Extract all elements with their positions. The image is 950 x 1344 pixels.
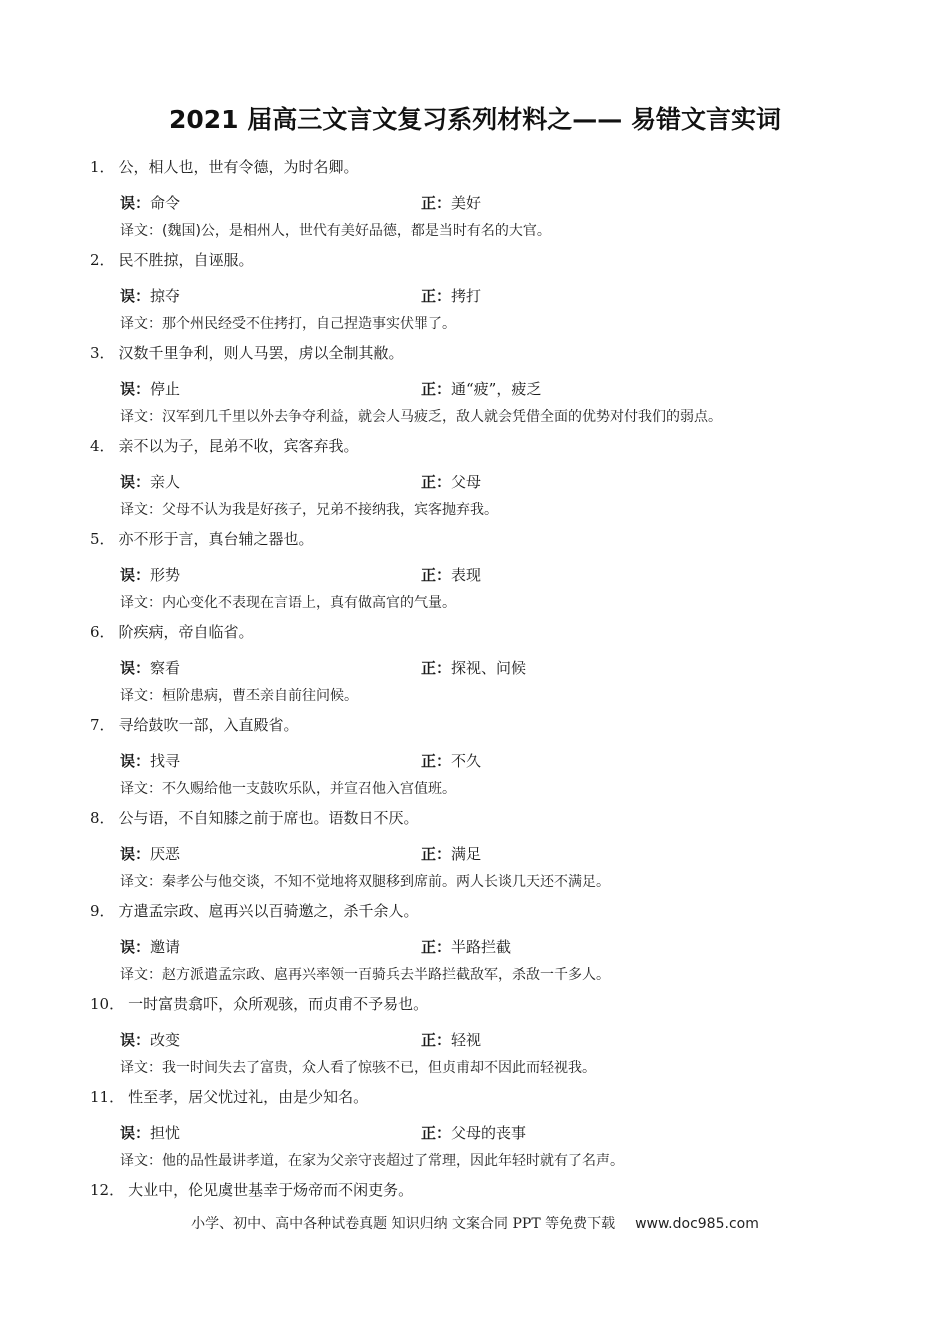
wrong-label: 误： xyxy=(120,659,151,677)
entry xyxy=(0,153,950,246)
wrong-meaning-text: 邀请 xyxy=(150,938,181,956)
entry xyxy=(0,990,950,1083)
right-meaning xyxy=(421,468,481,496)
wrong-label: 误： xyxy=(120,938,151,956)
right-label: 正： xyxy=(421,380,452,398)
right-meaning xyxy=(421,1026,481,1054)
wrong-label: 误： xyxy=(120,752,151,770)
entry xyxy=(0,897,950,990)
wrong-label: 误： xyxy=(120,1124,151,1142)
translation-label: 译文： xyxy=(120,1153,162,1169)
wrong-meaning-text: 担忧 xyxy=(150,1124,181,1142)
entry-number: 3． xyxy=(90,344,115,362)
translation-text: (魏国)公，是相州人，世代有美好品德，都是当时有名的大官。 xyxy=(162,223,551,239)
wrong-meaning-text: 找寻 xyxy=(150,752,181,770)
entry xyxy=(0,711,950,804)
wrong-meaning-text: 停止 xyxy=(150,380,181,398)
translation-text: 赵方派遣孟宗政、扈再兴率领一百骑兵去半路拦截敌军，杀敌一千多人。 xyxy=(162,967,610,983)
right-label: 正： xyxy=(421,287,452,305)
entry xyxy=(0,1176,950,1206)
entry-sentence-text: 民不胜掠，自诬服。 xyxy=(118,251,254,269)
entry-sentence xyxy=(90,618,254,646)
wrong-meaning xyxy=(120,933,180,961)
translation xyxy=(120,776,456,802)
right-meaning xyxy=(421,1119,526,1147)
wrong-meaning xyxy=(120,189,180,217)
wrong-meaning xyxy=(120,375,180,403)
right-meaning-text: 表现 xyxy=(451,566,482,584)
translation-text: 桓阶患病，曹丕亲自前往问候。 xyxy=(162,688,358,704)
translation xyxy=(120,218,551,244)
wrong-label: 误： xyxy=(120,845,151,863)
entry-sentence-text: 大业中，伦见虞世基幸于炀帝而不闲吏务。 xyxy=(128,1181,414,1199)
right-label: 正： xyxy=(421,845,452,863)
entry-sentence xyxy=(90,897,419,925)
entry xyxy=(0,432,950,525)
translation-text: 那个州民经受不住拷打，自己捏造事实伏罪了。 xyxy=(162,316,456,332)
footer-site-link[interactable]: www.doc985.com xyxy=(635,1216,759,1232)
wrong-label: 误： xyxy=(120,566,151,584)
translation-label: 译文： xyxy=(120,1060,162,1076)
entry-sentence xyxy=(90,525,314,553)
translation xyxy=(120,311,456,337)
translation-label: 译文： xyxy=(120,967,162,983)
right-meaning-text: 不久 xyxy=(451,752,482,770)
translation-text: 内心变化不表现在言语上，真有做高官的气量。 xyxy=(162,595,456,611)
right-label: 正： xyxy=(421,566,452,584)
entry-sentence xyxy=(90,804,419,832)
right-meaning-text: 满足 xyxy=(451,845,482,863)
wrong-meaning-text: 掠夺 xyxy=(150,287,181,305)
entry-number: 10． xyxy=(90,995,125,1013)
right-meaning-text: 父母 xyxy=(451,473,482,491)
wrong-meaning-text: 厌恶 xyxy=(150,845,181,863)
entry-number: 2． xyxy=(90,251,115,269)
right-label: 正： xyxy=(421,659,452,677)
entry-sentence-text: 性至孝，居父忧过礼，由是少知名。 xyxy=(128,1088,369,1106)
translation-label: 译文： xyxy=(120,223,162,239)
translation-text: 不久赐给他一支鼓吹乐队，并宣召他入宫值班。 xyxy=(162,781,456,797)
wrong-label: 误： xyxy=(120,1031,151,1049)
entry-sentence-text: 一时富贵翕吓，众所观骇，而贞甫不予易也。 xyxy=(128,995,429,1013)
right-meaning-text: 轻视 xyxy=(451,1031,482,1049)
right-label: 正： xyxy=(421,194,452,212)
right-meaning-text: 拷打 xyxy=(451,287,482,305)
right-meaning xyxy=(421,747,481,775)
entry-sentence xyxy=(90,246,254,274)
translation-label: 译文： xyxy=(120,688,162,704)
entry-number: 9． xyxy=(90,902,115,920)
entry-list xyxy=(0,153,950,1206)
right-label: 正： xyxy=(421,938,452,956)
right-meaning-text: 通“疲”，疲乏 xyxy=(451,380,542,398)
page-footer xyxy=(0,1213,950,1233)
entry-sentence-text: 阶疾病，帝自临省。 xyxy=(118,623,254,641)
wrong-meaning xyxy=(120,747,180,775)
translation-label: 译文： xyxy=(120,316,162,332)
entry-sentence xyxy=(90,339,404,367)
translation xyxy=(120,590,456,616)
wrong-meaning xyxy=(120,654,180,682)
entry xyxy=(0,339,950,432)
translation xyxy=(120,497,498,523)
translation xyxy=(120,1055,596,1081)
right-meaning-text: 探视、问候 xyxy=(451,659,527,677)
translation-label: 译文： xyxy=(120,874,162,890)
right-label: 正： xyxy=(421,1031,452,1049)
translation-text: 他的品性最讲孝道，在家为父亲守丧超过了常理，因此年轻时就有了名声。 xyxy=(162,1153,624,1169)
wrong-meaning xyxy=(120,1026,180,1054)
entry-number: 6． xyxy=(90,623,115,641)
footer-text: 小学、初中、高中各种试卷真题 知识归纳 文案合同 PPT 等免费下载 xyxy=(191,1216,616,1232)
entry-sentence xyxy=(90,990,428,1018)
translation xyxy=(120,962,610,988)
wrong-meaning-text: 亲人 xyxy=(150,473,181,491)
entry-sentence-text: 寻给鼓吹一部，入直殿省。 xyxy=(118,716,299,734)
entry-sentence xyxy=(90,711,299,739)
entry xyxy=(0,1083,950,1176)
right-label: 正： xyxy=(421,752,452,770)
entry-sentence-text: 方遣孟宗政、扈再兴以百骑邀之，杀千余人。 xyxy=(118,902,419,920)
wrong-meaning-text: 察看 xyxy=(150,659,181,677)
entry-number: 7． xyxy=(90,716,115,734)
wrong-meaning xyxy=(120,1119,180,1147)
entry-sentence-text: 汉数千里争利，则人马罢，虏以全制其敝。 xyxy=(118,344,404,362)
wrong-meaning xyxy=(120,840,180,868)
right-meaning xyxy=(421,933,511,961)
wrong-meaning xyxy=(120,282,180,310)
page-title: 2021 届高三文言文复习系列材料之—— 易错文言实词 xyxy=(169,105,781,134)
right-meaning xyxy=(421,840,481,868)
translation-text: 秦孝公与他交谈，不知不觉地将双腿移到席前。两人长谈几天还不满足。 xyxy=(162,874,610,890)
entry-sentence xyxy=(90,1176,413,1204)
translation xyxy=(120,1148,624,1174)
entry xyxy=(0,246,950,339)
right-meaning xyxy=(421,561,481,589)
entry-number: 4． xyxy=(90,437,115,455)
translation-text: 我一时间失去了富贵，众人看了惊骇不已，但贞甫却不因此而轻视我。 xyxy=(162,1060,596,1076)
entry-sentence-text: 公，相人也，世有令德，为时名卿。 xyxy=(118,158,359,176)
translation-label: 译文： xyxy=(120,781,162,797)
entry-number: 12． xyxy=(90,1181,125,1199)
entry xyxy=(0,618,950,711)
wrong-label: 误： xyxy=(120,194,151,212)
translation-text: 汉军到几千里以外去争夺利益，就会人马疲乏，敌人就会凭借全面的优势对付我们的弱点。 xyxy=(162,409,722,425)
right-meaning xyxy=(421,375,541,403)
translation-label: 译文： xyxy=(120,595,162,611)
entry-number: 8． xyxy=(90,809,115,827)
entry-number: 1． xyxy=(90,158,115,176)
right-meaning xyxy=(421,189,481,217)
wrong-meaning xyxy=(120,468,180,496)
entry-sentence-text: 亲不以为子，昆弟不收，宾客弃我。 xyxy=(118,437,359,455)
right-meaning xyxy=(421,282,481,310)
right-meaning-text: 半路拦截 xyxy=(451,938,512,956)
entry-sentence xyxy=(90,153,359,181)
wrong-meaning-text: 命令 xyxy=(150,194,181,212)
entry-number: 5． xyxy=(90,530,115,548)
entry-sentence xyxy=(90,1083,368,1111)
right-meaning xyxy=(421,654,526,682)
entry xyxy=(0,804,950,897)
translation xyxy=(120,404,722,430)
wrong-meaning xyxy=(120,561,180,589)
wrong-label: 误： xyxy=(120,287,151,305)
right-meaning-text: 父母的丧事 xyxy=(451,1124,527,1142)
translation-text: 父母不认为我是好孩子，兄弟不接纳我，宾客抛弃我。 xyxy=(162,502,498,518)
entry-sentence-text: 公与语，不自知膝之前于席也。语数日不厌。 xyxy=(118,809,419,827)
entry-sentence xyxy=(90,432,359,460)
entry-sentence-text: 亦不形于言，真台辅之器也。 xyxy=(118,530,314,548)
wrong-meaning-text: 形势 xyxy=(150,566,181,584)
entry xyxy=(0,525,950,618)
translation-label: 译文： xyxy=(120,409,162,425)
right-label: 正： xyxy=(421,1124,452,1142)
wrong-label: 误： xyxy=(120,473,151,491)
wrong-label: 误： xyxy=(120,380,151,398)
right-meaning-text: 美好 xyxy=(451,194,482,212)
translation xyxy=(120,683,358,709)
wrong-meaning-text: 改变 xyxy=(150,1031,181,1049)
entry-number: 11． xyxy=(90,1088,125,1106)
right-label: 正： xyxy=(421,473,452,491)
translation xyxy=(120,869,610,895)
translation-label: 译文： xyxy=(120,502,162,518)
